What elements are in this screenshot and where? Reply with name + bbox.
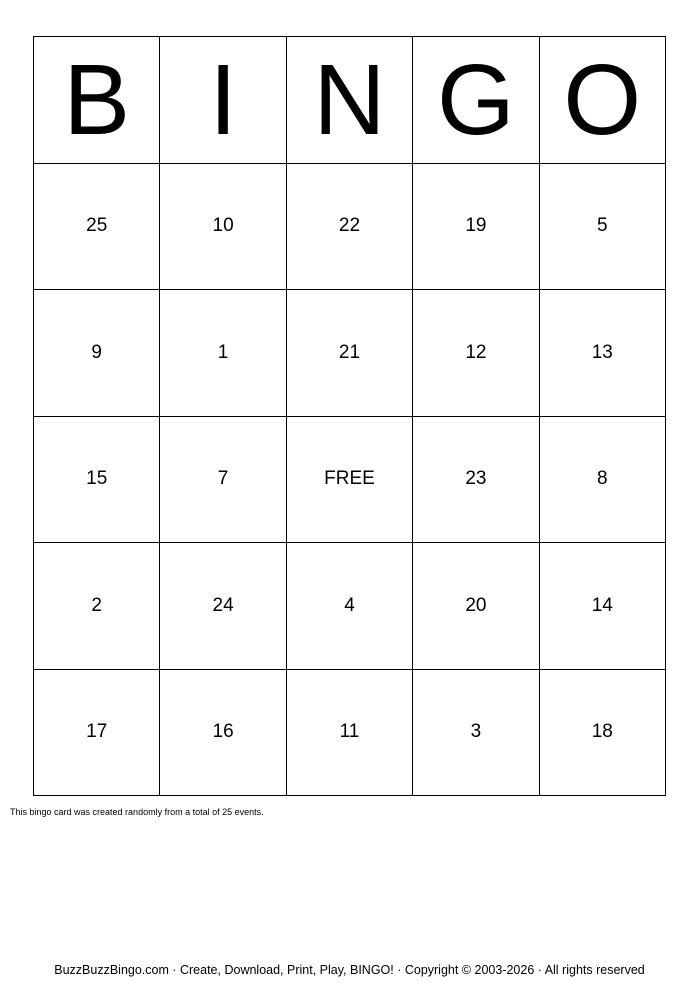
header-letter-n: N bbox=[287, 37, 413, 164]
bingo-cell: 20 bbox=[413, 543, 539, 670]
bingo-cell: 2 bbox=[34, 543, 160, 670]
bingo-cell: 24 bbox=[160, 543, 286, 670]
header-letter-b: B bbox=[34, 37, 160, 164]
bingo-cell: 25 bbox=[34, 164, 160, 291]
bingo-cell: 19 bbox=[413, 164, 539, 291]
bingo-cell: 12 bbox=[413, 290, 539, 417]
card-note: This bingo card was created randomly from a total of 25 events. bbox=[10, 807, 264, 817]
bingo-cell: 4 bbox=[287, 543, 413, 670]
bingo-cell: 14 bbox=[540, 543, 666, 670]
header-letter-i: I bbox=[160, 37, 286, 164]
bingo-cell: 9 bbox=[34, 290, 160, 417]
bingo-card bbox=[33, 36, 666, 796]
bingo-cell: 23 bbox=[413, 417, 539, 544]
bingo-cell: 7 bbox=[160, 417, 286, 544]
bingo-cell: 13 bbox=[540, 290, 666, 417]
free-space-cell: FREE bbox=[287, 417, 413, 544]
header-letter-g: G bbox=[413, 37, 539, 164]
bingo-cell: 1 bbox=[160, 290, 286, 417]
header-letter-o: O bbox=[540, 37, 666, 164]
bingo-cell: 18 bbox=[540, 670, 666, 797]
bingo-cell: 21 bbox=[287, 290, 413, 417]
bingo-cell: 3 bbox=[413, 670, 539, 797]
bingo-cell: 22 bbox=[287, 164, 413, 291]
page-footer: BuzzBuzzBingo.com · Create, Download, Print, Play, BINGO! · Copyright © 2003-2026 · All rights reserved bbox=[54, 963, 645, 977]
bingo-cell: 8 bbox=[540, 417, 666, 544]
bingo-cell: 11 bbox=[287, 670, 413, 797]
bingo-cell: 15 bbox=[34, 417, 160, 544]
bingo-cell: 10 bbox=[160, 164, 286, 291]
bingo-cell: 16 bbox=[160, 670, 286, 797]
bingo-cell: 5 bbox=[540, 164, 666, 291]
bingo-cell: 17 bbox=[34, 670, 160, 797]
